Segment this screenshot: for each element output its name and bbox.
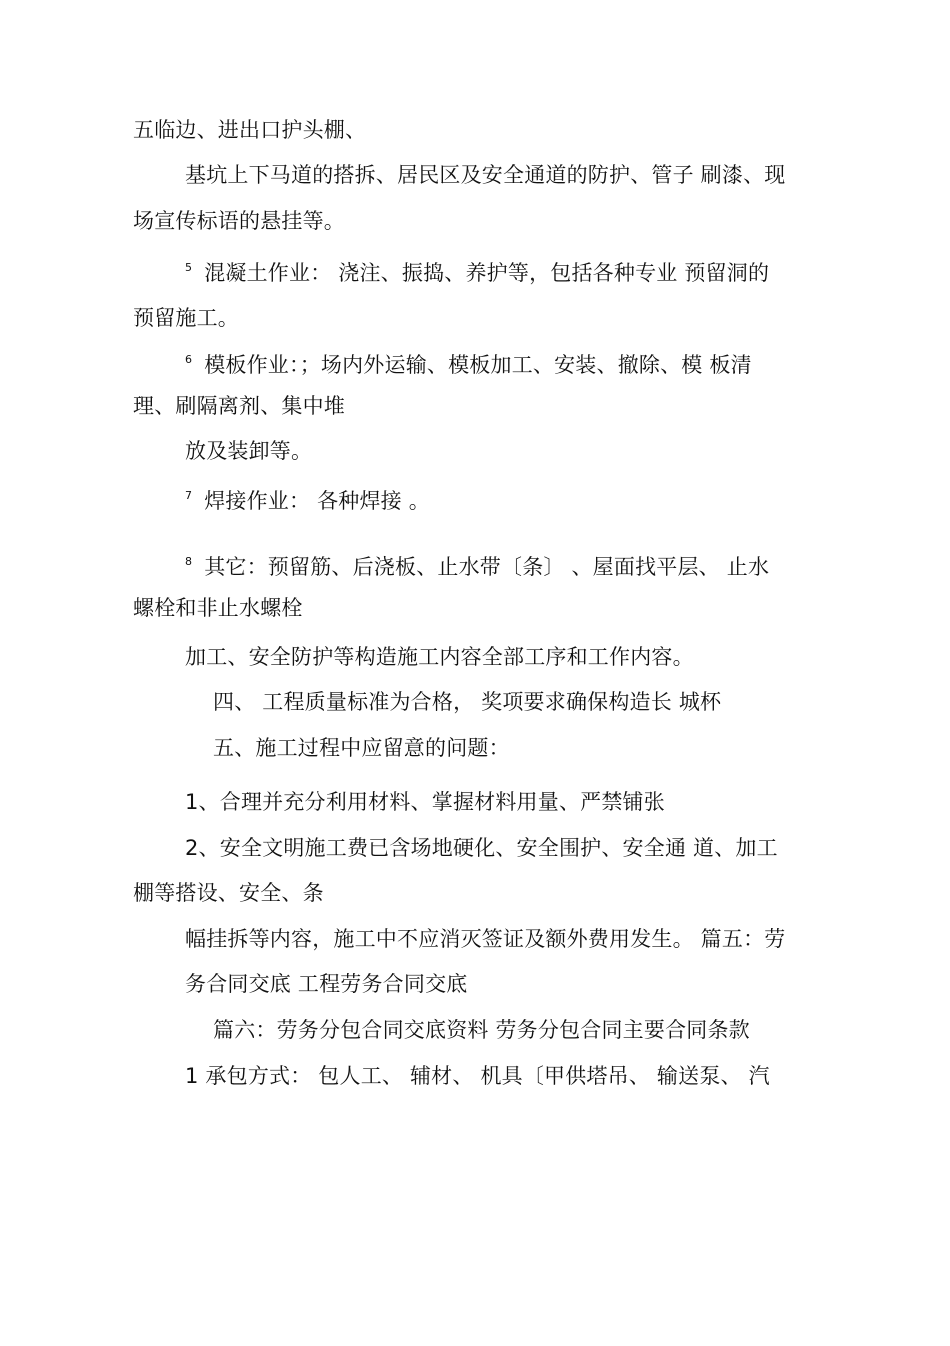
list-item-6 (185, 346, 752, 379)
item-number: 7 (185, 489, 193, 502)
section-heading: 篇六：劳务分包合同交底资料 劳务分包合同主要合同条款 (213, 1018, 750, 1042)
text-line: 焊接作业： 各种焊接 。 (204, 489, 430, 513)
text-line: 加工、安全防护等构造施工内容全部工序和工作内容。 (185, 645, 694, 669)
text-line: 螺栓和非止水螺栓 (133, 596, 303, 620)
section-heading: 五、施工过程中应留意的问题： (213, 736, 510, 760)
text-line: 理、刷隔离剂、集中堆 (133, 394, 345, 418)
item-number: 5 (185, 261, 193, 274)
text-line: 基坑上下马道的搭拆、居民区及安全通道的防护、管子 刷漆、现 (185, 163, 786, 187)
list-item: 2、安全文明施工费已含场地硬化、安全围护、安全通 道、加工 (185, 836, 778, 860)
text-line: 其它：预留筋、后浇板、止水带〔条〕 、屋面找平层、 止水 (204, 555, 770, 579)
item-number: 8 (185, 555, 193, 568)
list-item-5 (185, 254, 769, 287)
text-line: 幅挂拆等内容，施工中不应消灭签证及额外费用发生。 篇五：劳 (185, 927, 786, 951)
section-heading: 四、 工程质量标准为合格， 奖项要求确保构造长 城杯 (213, 690, 722, 714)
text-line: 放及装卸等。 (185, 439, 313, 463)
text-line: 场宣传标语的悬挂等。 (133, 209, 345, 233)
list-item: 1、合理并充分利用材料、掌握材料用量、严禁铺张 (185, 790, 665, 814)
text-line: 棚等搭设、安全、条 (133, 881, 324, 905)
text-line: 务合同交底 工程劳务合同交底 (185, 972, 468, 996)
item-number: 6 (185, 353, 193, 366)
list-item-7 (185, 482, 430, 515)
text-line: 混凝土作业： 浇注、振捣、养护等，包括各种专业 预留洞的 (204, 261, 770, 285)
list-item: 1 承包方式： 包人工、 辅材、 机具〔甲供塔吊、 输送泵、 汽 (185, 1064, 770, 1088)
list-item-8 (185, 548, 769, 581)
text-line: 五临边、进出口护头棚、 (133, 118, 367, 142)
text-line: 预留施工。 (133, 306, 239, 330)
text-line: 模板作业：；场内外运输、模板加工、安装、撤除、模 板清 (204, 353, 752, 377)
